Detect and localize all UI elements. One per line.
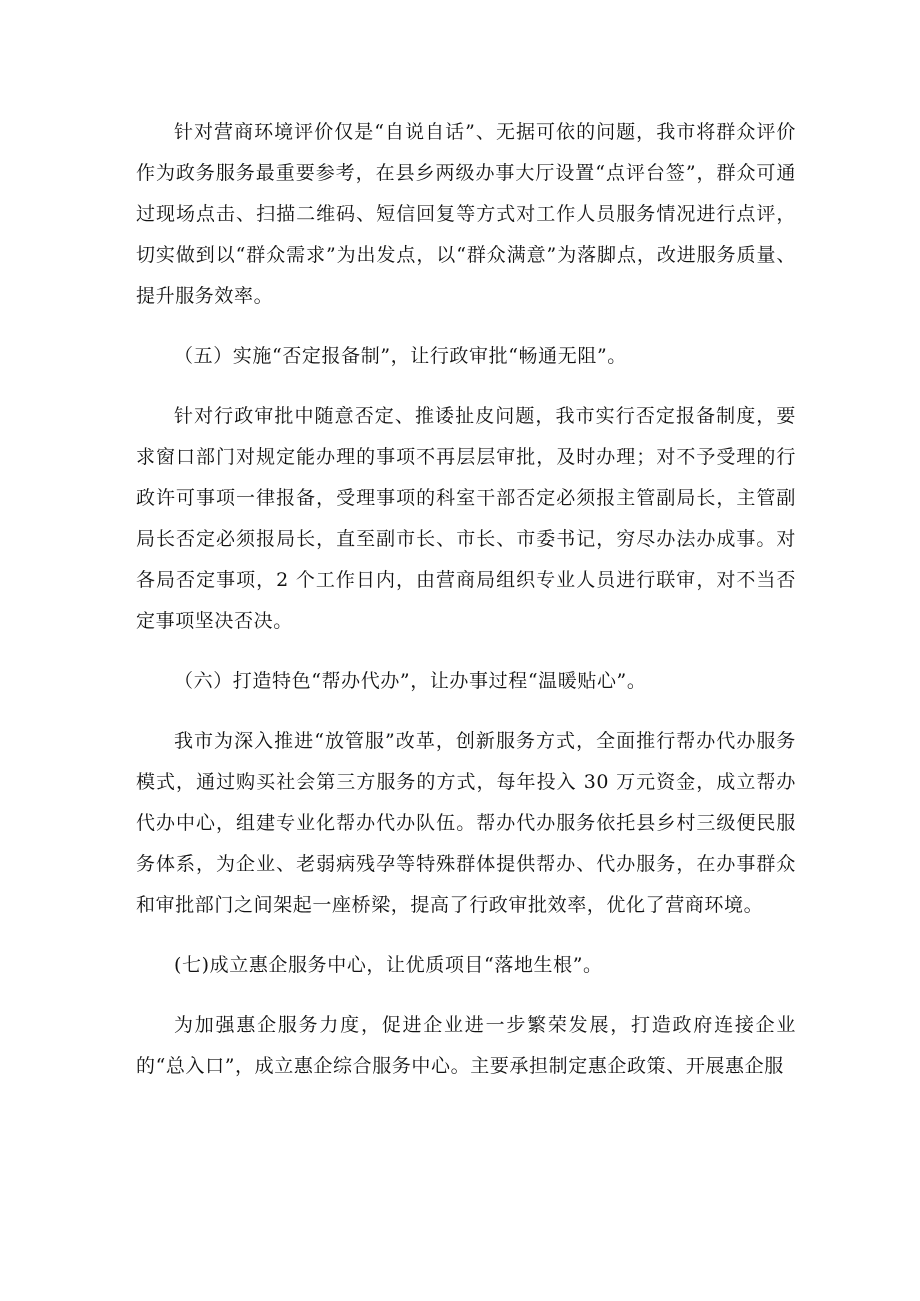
- paragraph-agency-service: 我市为深入推进“放管服”改革，创新服务方式，全面推行帮办代办服务模式，通过购买社会第三方服务的方式，每年投入 30 万元资金，成立帮办代办中心，组建专业化帮办代办队伍。帮办代办服务依托县乡村三级便民服务体系，为企业、老弱病残孕等特殊群体提供帮办、代办服务，在办事群众和审批部门之间架起一座桥梁，提高了行政审批效率，优化了营商环境。: [136, 730, 796, 916]
- section-heading-5: （五）实施“否定报备制”，让行政审批“畅通无阻”。: [174, 345, 627, 367]
- section-heading-6: （六）打造特色“帮办代办”，让办事过程“温暖贴心”。: [174, 670, 647, 692]
- paragraph-evaluation: 针对营商环境评价仅是“自说自话”、无据可依的问题，我市将群众评价作为政务服务最重要参考，在县乡两级办事大厅设置“点评台签”，群众可通过现场点击、扫描二维码、短信回复等方式对工作人员服务情况进行点评，切实做到以“群众需求”为出发点，以“群众满意”为落脚点，改进服务质量、提升服务效率。: [136, 121, 796, 307]
- document-body: [136, 112, 796, 1106]
- section-heading-7: (七)成立惠企服务中心，让优质项目“落地生根”。: [174, 954, 603, 976]
- paragraph-enterprise-center: 为加强惠企服务力度，促进企业进一步繁荣发展，打造政府连接企业的“总入口”，成立惠企综合服务中心。主要承担制定惠企政策、开展惠企服: [136, 1014, 796, 1077]
- paragraph-negative-filing: 针对行政审批中随意否定、推诿扯皮问题，我市实行否定报备制度，要求窗口部门对规定能办理的事项不再层层审批，及时办理；对不予受理的行政许可事项一律报备，受理事项的科室干部否定必须报主管副局长，主管副局长否定必须报局长，直至副市长、市长、市委书记，穷尽办法办成事。对各局否定事项，2 个工作日内，由营商局组织专业人员进行联审，对不当否定事项坚决否决。: [136, 405, 796, 632]
